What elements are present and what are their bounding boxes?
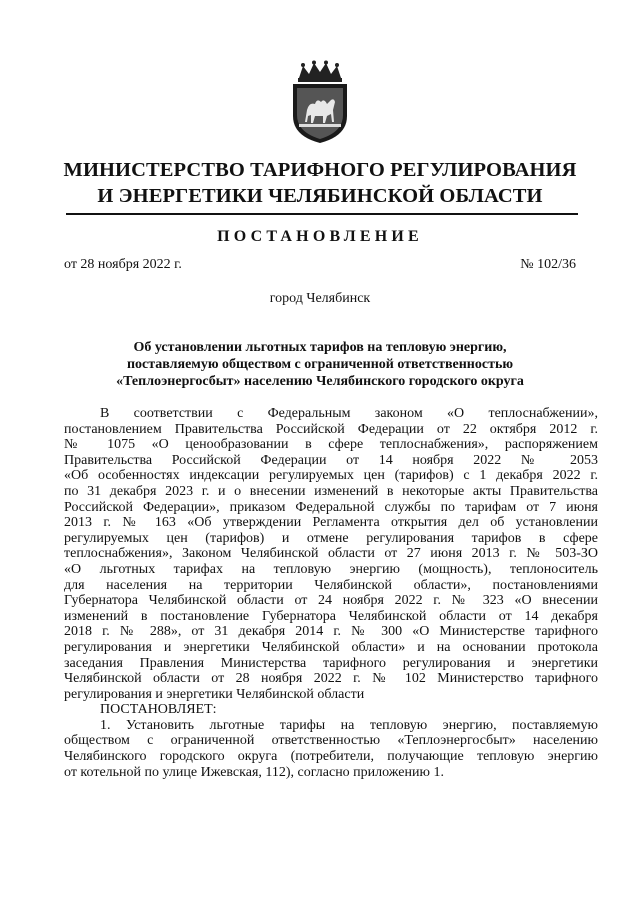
issue-city: город Челябинск [269, 291, 371, 306]
preamble-line: постановлением Правительства Российской Федерации от 22 октября 2012 г. [64, 421, 598, 437]
decree-body [64, 406, 598, 780]
decree-subject [100, 339, 540, 390]
subject-line: поставляемую обществом с ограниченной ответственностью [126, 357, 514, 372]
subject-line: «Теплоэнергосбыт» населению Челябинского городского округа [116, 374, 524, 389]
document-type-title: ПОСТАНОВЛЕНИЕ [217, 228, 423, 245]
preamble-line: 2013 г. № 163 «Об утверждении Регламента открытия дел об установлении [64, 515, 598, 531]
preamble-line: теплоснабжения», Законом Челябинской области от 27 июня 2013 г. № 503-ЗО [64, 546, 598, 562]
preamble-line: В соответствии с Федеральным законом «О теплоснабжении», [100, 406, 598, 421]
preamble-line: регулирования и энергетики Челябинской области [64, 686, 365, 702]
item-line: обществом с ограниченной ответственностью «Теплоэнергосбыт» населению [64, 733, 598, 749]
preamble-line: регулируемых цен (тарифов) и отмене регулирования тарифов в сфере [64, 530, 598, 546]
item-line: Челябинского городского округа (потребители, получающие тепловую энергию [64, 749, 598, 765]
preamble-line: для населения на территории Челябинской области», постановлениями [64, 577, 598, 593]
resolves-heading: ПОСТАНОВЛЯЕТ: [100, 702, 217, 718]
preamble-line: изменений в постановление Губернатора Челябинской области от 14 декабря [64, 608, 598, 624]
preamble-line: 2018 г. № 288», от 31 декабря 2014 г. № 300 «О Министерстве тарифного [64, 624, 598, 640]
item-line: 1. Установить льготные тарифы на тепловую энергию, поставляемую [100, 717, 598, 733]
preamble-line: Губернатора Челябинской области от 24 ноября 2022 г. № 323 «О внесении [64, 593, 598, 609]
preamble-line: Российской Федерации», приказом Федеральной службы по тарифам от 7 июня [64, 499, 598, 515]
decree-number: № 102/36 [520, 257, 576, 272]
ministry-name-line2: И ЭНЕРГЕТИКИ ЧЕЛЯБИНСКОЙ ОБЛАСТИ [97, 185, 543, 207]
header-divider [66, 213, 578, 215]
decree-date: от 28 ноября 2022 г. [64, 257, 182, 272]
preamble-line: по 31 декабря 2023 г. и о внесении изменений в некоторые акты Правительства [64, 483, 598, 499]
preamble-line: Челябинской области от 28 ноября 2022 г. № 102 Министерство тарифного [64, 671, 598, 687]
preamble-line: «Об особенностях индексации регулируемых цен (тарифов) с 1 декабря 2022 г. [64, 468, 598, 484]
preamble-line: заседания Правления Министерства тарифного регулирования и энергетики [64, 655, 598, 671]
preamble-line: № 1075 «О ценообразовании в сфере теплоснабжения», распоряжением [64, 437, 598, 453]
preamble-line: «О льготных тарифах на тепловую энергию (мощность), теплоноситель [64, 561, 598, 577]
coat-of-arms-emblem [287, 60, 353, 144]
preamble-line: Правительства Российской Федерации от 14 ноября 2022 № 2053 [64, 452, 598, 468]
ministry-name-line1: МИНИСТЕРСТВО ТАРИФНОГО РЕГУЛИРОВАНИЯ [63, 159, 577, 181]
subject-line: Об установлении льготных тарифов на тепловую энергию, [133, 340, 507, 355]
preamble-line: регулирования и энергетики Челябинской области» и на основании протокола [64, 639, 598, 655]
item-line: от котельной по улице Ижевская, 112), согласно приложению 1. [64, 764, 444, 780]
